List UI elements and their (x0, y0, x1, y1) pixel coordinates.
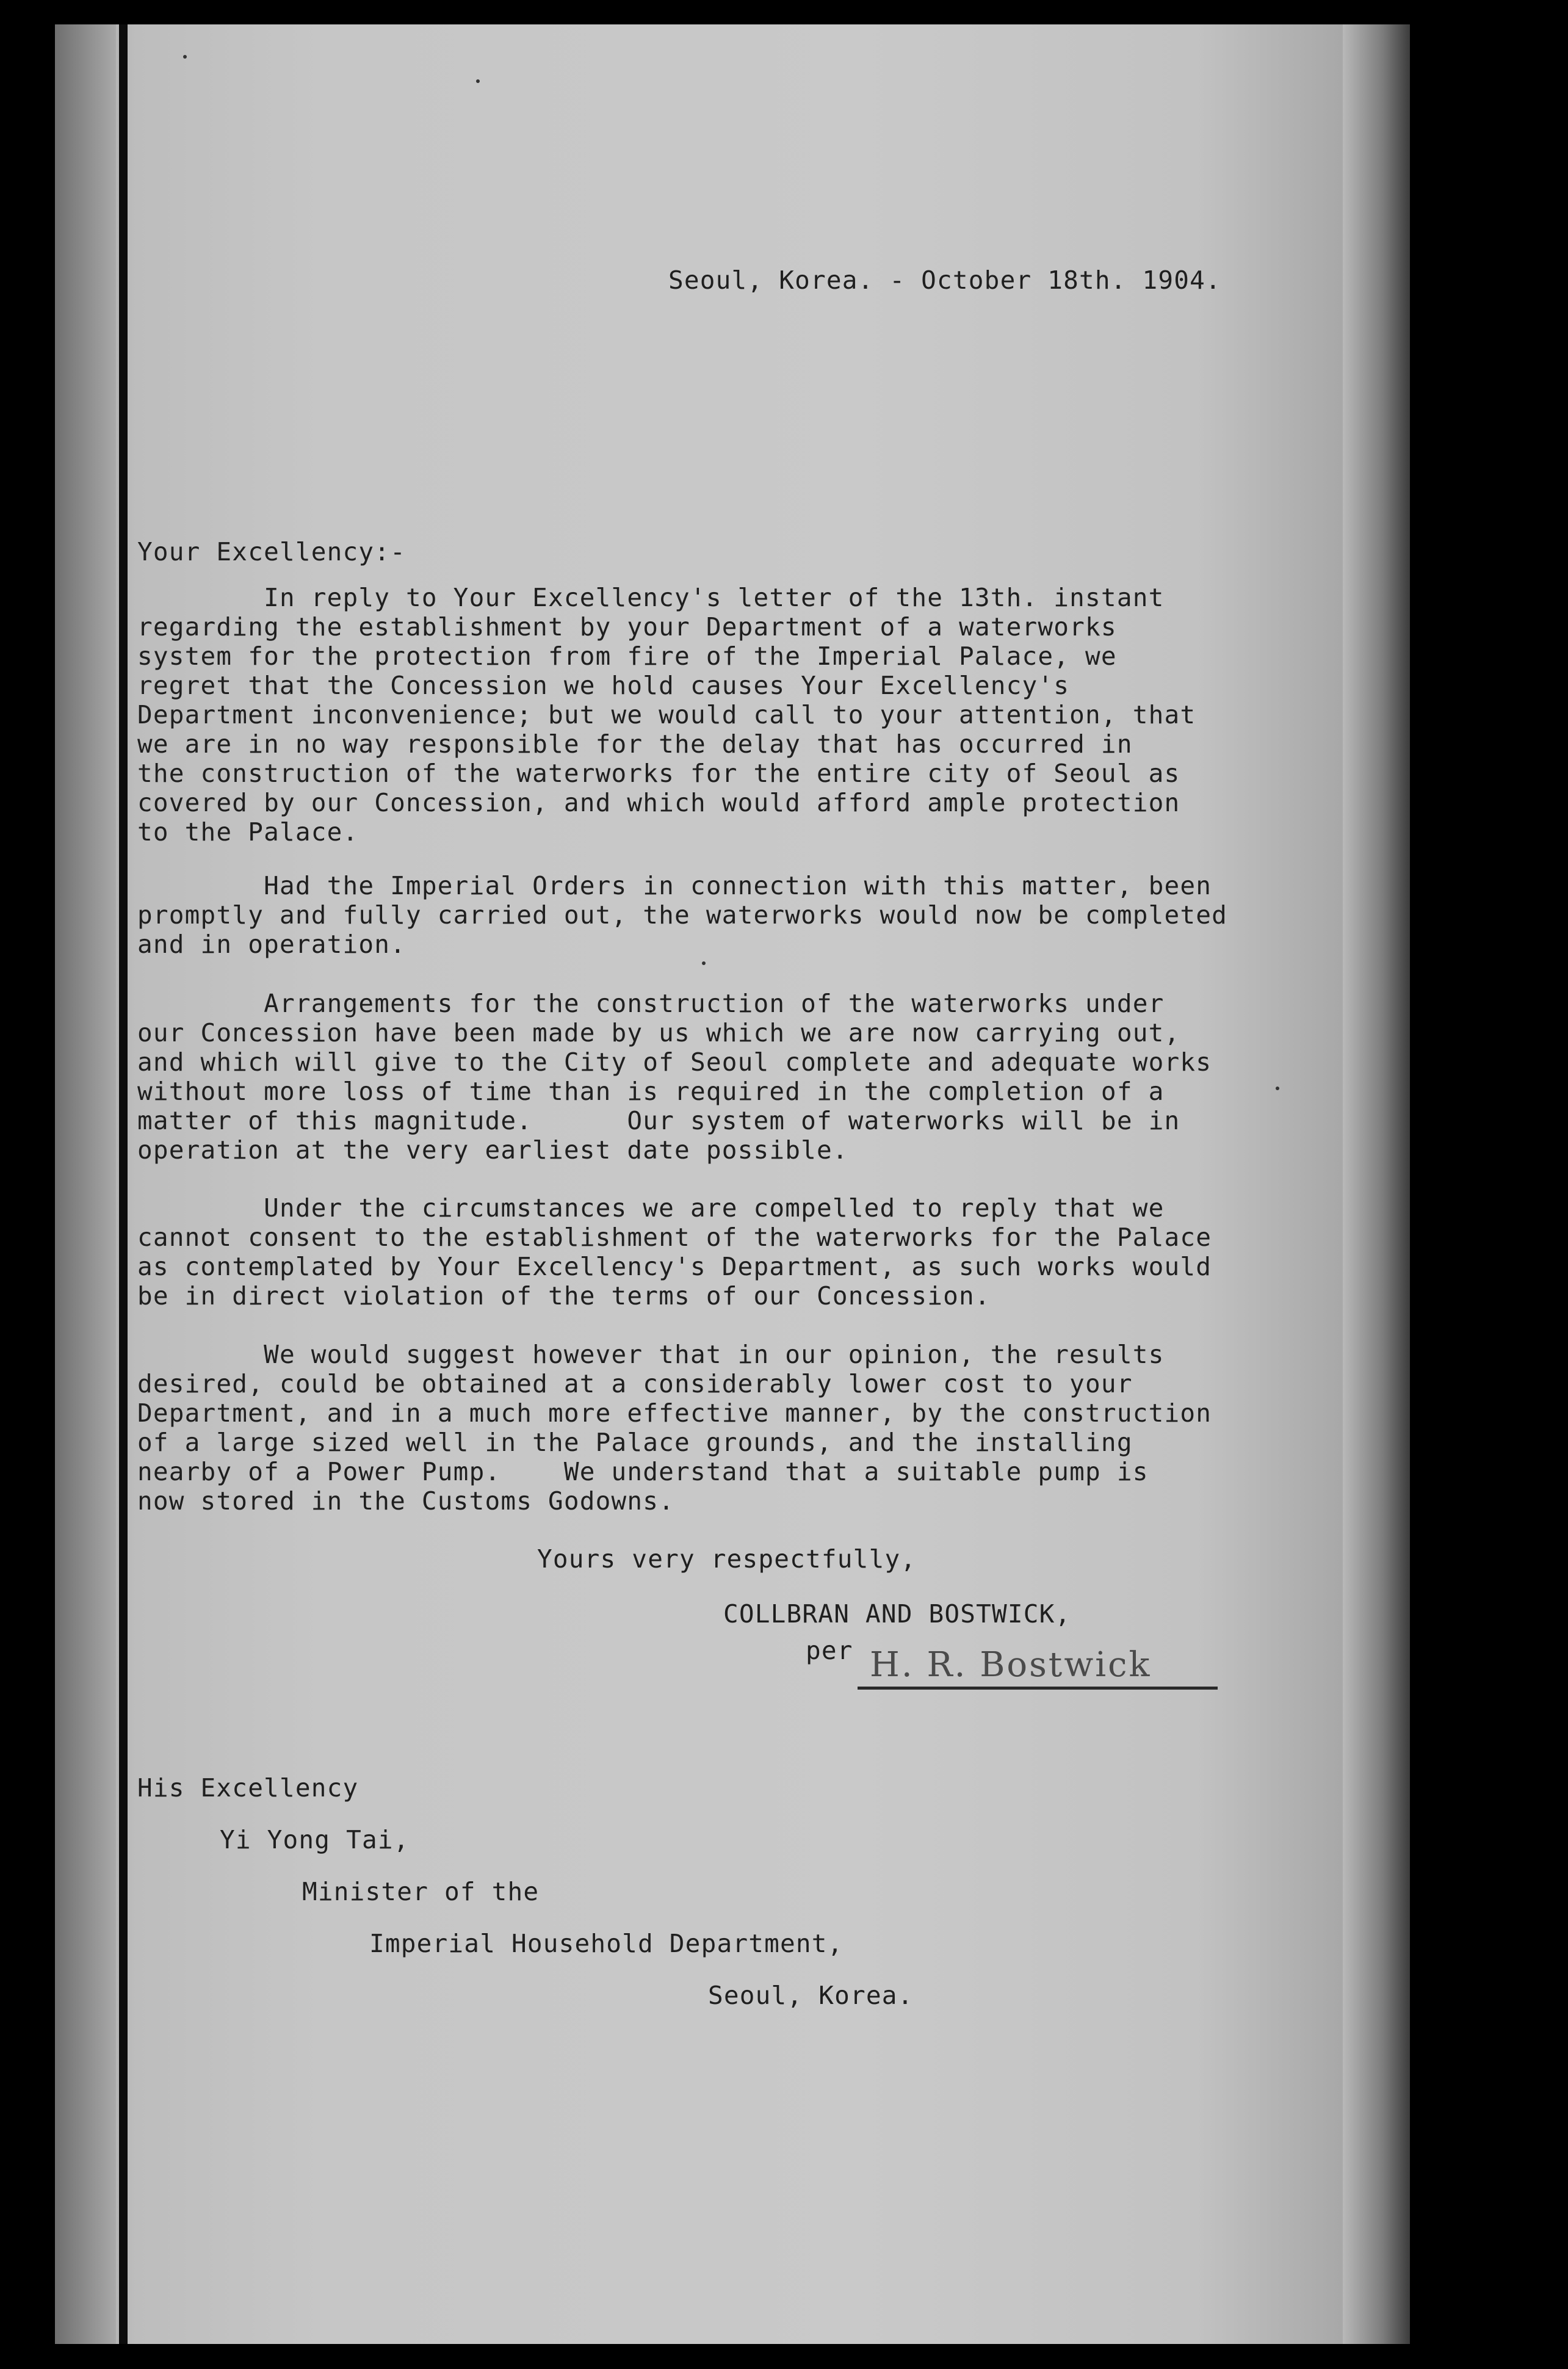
letter-date: Seoul, Korea. - October 18th. 1904. (668, 266, 1221, 295)
letter-paragraph-5: We would suggest however that in our opinion, the results desired, could be obtained at a considerably lower cost to your Department, and in a much more effective manner, by the construction of a large sized well in the Palace grounds, and the installing nearby of a Power Pump. We understand that a suitable pump is now stored in the Customs Godowns. (137, 1340, 1212, 1516)
letter-paragraph-3: Arrangements for the construction of the waterworks under our Concession have been made by us which we are now carrying out, and which will give to the City of Seoul complete and adequate works without more loss of time than is required in the completion of a matter of this magnitude. Our system of waterworks will be in operation at the very earliest date possible. (137, 989, 1212, 1165)
binding-edge-line (119, 24, 128, 2344)
recipient-line-2: Yi Yong Tai, (220, 1825, 410, 1854)
signature-underline (858, 1687, 1218, 1690)
recipient-line-3: Minister of the (302, 1877, 540, 1906)
recipient-line-4: Imperial Household Department, (369, 1929, 844, 1958)
letter-closing: Yours very respectfully, (537, 1544, 917, 1574)
recipient-line-1: His Excellency (137, 1773, 359, 1803)
paper-left-margin (55, 24, 116, 2344)
paper-right-edge (1343, 24, 1410, 2344)
letter-signature: H. R. Bostwick (870, 1645, 1152, 1685)
letter-per: per (806, 1636, 853, 1665)
paper-speck (702, 961, 706, 965)
paper-speck (476, 79, 480, 83)
paper-speck (183, 55, 187, 59)
letter-company: COLLBRAN AND BOSTWICK, (723, 1599, 1071, 1629)
letter-paragraph-2: Had the Imperial Orders in connection with this matter, been promptly and fully carried out, the waterworks would now be completed and in operation. (137, 871, 1228, 959)
letter-paragraph-1: In reply to Your Excellency's letter of the 13th. instant regarding the establishment by your Department of a waterworks system for the protection from fire of the Imperial Palace, we regret that the Concession we hold causes Your Excellency's Department inconvenience; but we would call to your attention, that we are in no way responsible for the delay that has occurred in the construction of the waterworks for the entire city of Seoul as covered by our Concession, and which would afford ample protection to the Palace. (137, 583, 1196, 847)
recipient-line-5: Seoul, Korea. (708, 1981, 914, 2010)
paper-speck (1276, 1087, 1279, 1090)
letter-salutation: Your Excellency:- (137, 537, 406, 566)
letter-paragraph-4: Under the circumstances we are compelled to reply that we cannot consent to the establishment of the waterworks for the Palace as contemplated by Your Excellency's Department, as such works would be in direct violation of the terms of our Concession. (137, 1193, 1212, 1311)
